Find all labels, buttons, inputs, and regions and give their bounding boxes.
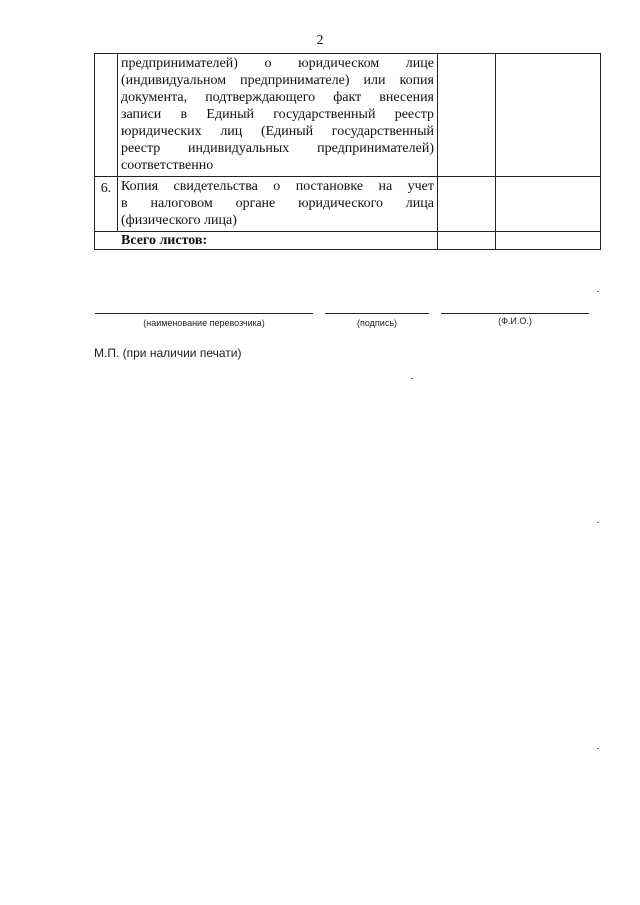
document-description-cell xyxy=(118,177,438,232)
scan-speck xyxy=(411,378,413,379)
description-line: предпринимателей) о юридическом лице xyxy=(121,56,434,71)
sheets-cell xyxy=(438,54,496,177)
description-line: соответственно xyxy=(121,158,214,173)
full-name-line xyxy=(441,313,589,314)
full-name-caption: (Ф.И.О.) xyxy=(498,316,532,326)
total-note-cell xyxy=(496,232,601,250)
row-number-cell: 6. xyxy=(95,177,118,232)
document-description-cell xyxy=(118,54,438,177)
stamp-note: М.П. (при наличии печати) xyxy=(94,346,242,360)
total-sheets-label: Всего листов: xyxy=(95,232,438,250)
description-line: Копия свидетельства о постановке на учет xyxy=(121,179,434,194)
note-cell xyxy=(496,54,601,177)
carrier-name-line xyxy=(95,313,313,314)
description-line: записи в Единый государственный реестр xyxy=(121,107,434,122)
table-row-6 xyxy=(95,177,601,232)
table-row-total xyxy=(95,232,601,250)
total-sheets-cell xyxy=(438,232,496,250)
note-cell xyxy=(496,177,601,232)
page-number: 2 xyxy=(316,33,324,48)
description-line: документа, подтверждающего факт внесения xyxy=(121,90,434,105)
sheets-cell xyxy=(438,177,496,232)
description-line: реестр индивидуальных предпринимателей) xyxy=(121,141,434,156)
row-number-cell xyxy=(95,54,118,177)
carrier-name-caption: (наименование перевозчика) xyxy=(143,318,265,328)
signature-caption: (подпись) xyxy=(356,318,398,328)
signature-line xyxy=(325,313,429,314)
description-line: юридических лиц (Единый государственный xyxy=(121,124,434,139)
description-line: (физического лица) xyxy=(121,213,237,228)
table-row-continuation xyxy=(95,54,601,177)
scan-speck xyxy=(597,291,599,292)
documents-table xyxy=(94,53,601,250)
scan-speck xyxy=(597,748,599,749)
scan-speck xyxy=(597,522,599,523)
description-line: (индивидуальном предпринимателе) или копия xyxy=(121,73,434,88)
description-line: в налоговом органе юридического лица xyxy=(121,196,434,211)
